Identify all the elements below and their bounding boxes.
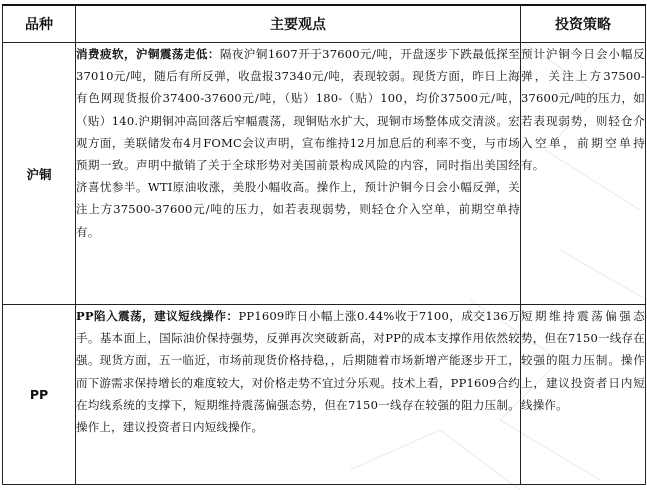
table-row-pp: [3, 305, 646, 485]
market-view-table: [2, 4, 646, 485]
view-lead: 消费疲软，沪铜震荡走低：: [76, 47, 220, 61]
table-header-row: [3, 5, 646, 43]
variety-cell: 沪铜: [3, 43, 76, 305]
header-strategy: 投资策略: [521, 5, 646, 43]
table-row-copper: [3, 43, 646, 305]
strategy-cell: 短期维持震荡偏强态势，但在7150一线存在较强的阻力压制。操作上，建议投资者日内短线操作。: [521, 305, 646, 485]
header-variety: 品种: [3, 5, 76, 43]
main-view-cell: [76, 305, 521, 485]
strategy-cell: 预计沪铜今日会小幅反弹，关注上方37500-37600元/吨的压力，如若表现弱势，则轻仓介入空单，前期空单持有。: [521, 43, 646, 305]
view-body: 隔夜沪铜1607开于37600元/吨，开盘逐步下跌最低探至37010元/吨，随后有所反弹，收盘报37340元/吨，表现较弱。现货方面，昨日上海有色网现货报价37400-37600元/吨，（贴）180-（贴）100，均价37500元/吨，（贴）140.沪期铜冲高回落后窄幅震荡，现铜贴水扩大，现铜市场整体成交清淡。宏观方面，美联储发布4月FOMC会议声明，宣布维持12月加息后的利率不变，与市场预期一致。声明中撤销了关于全球形势对美国前景构成风险的内容，同时指出美国经济喜忧参半。WTI原油收涨，美股小幅收高。操作上，预计沪铜今日会小幅反弹，关注上方37500-37600元/吨的压力，如若表现弱势，则轻仓介入空单，前期空单持有。: [76, 47, 520, 239]
header-main-view: 主要观点: [76, 5, 521, 43]
view-body: PP1609昨日小幅上涨0.44%收于7100，成交136万手。基本面上，国际油价保持强势，反弹再次突破新高，对PP的成本支撑作用依然较强。现货方面，五一临近，市场前现货价格持稳，，后期随着市场新增产能逐步开工，而下游需求保持增长的难度较大，对价格走势不宜过分乐观。技术上看，PP1609合约在均线系统的支撑下，短期维持震荡偏强态势，但在7150一线存在较强的阻力压制。操作上，建议投资者日内短线操作。: [76, 309, 520, 435]
variety-cell: PP: [3, 305, 76, 485]
view-lead: PP陷入震荡，建议短线操作：: [76, 309, 239, 323]
main-view-cell: [76, 43, 521, 305]
